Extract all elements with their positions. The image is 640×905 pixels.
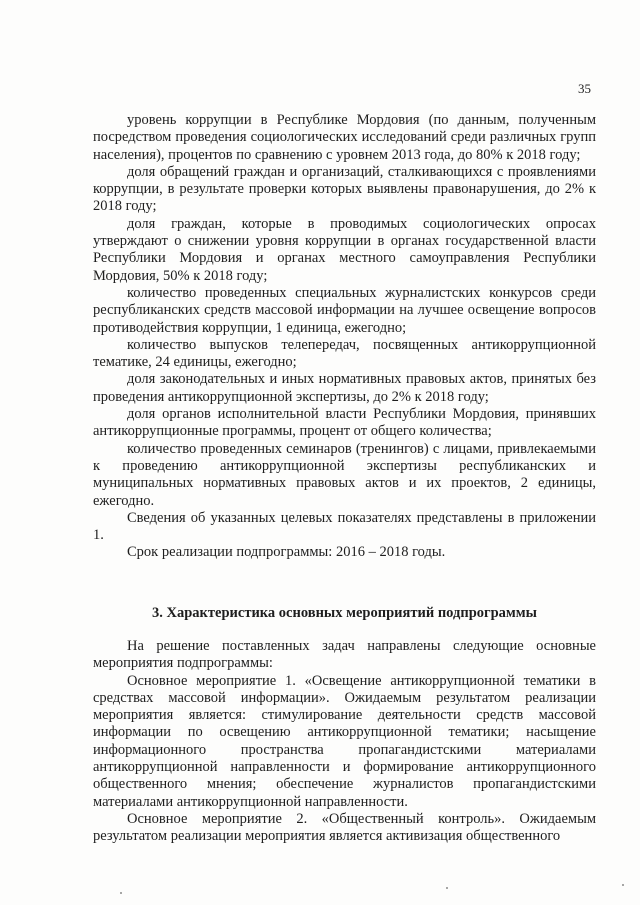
indicators-list: [93, 112, 596, 562]
paragraph: На решение поставленных задач направлены следующие основные мероприятия подпрограммы:: [93, 638, 596, 672]
paragraph: Сведения об указанных целевых показателях представлены в приложении 1.: [93, 509, 596, 544]
measures-section: [93, 638, 596, 846]
page-number: 35: [578, 81, 591, 96]
paragraph: Основное мероприятие 1. «Освещение антикоррупционной тематики в средствах массовой информации». Ожидаемым результатом реализации мероприятия является: стимулирование деятельности средств массовой информации по освещению антикоррупционной тематики; насыщение информационного пространства пропагандистскими материалами антикоррупционной направленности и формирование антикоррупционного общественного мнения; обеспечение журналистов пропагандистскими материалами антикоррупционной направленности.: [93, 672, 596, 810]
paragraph: доля обращений граждан и организаций, сталкивающихся с проявлениями коррупции, в результате проверки которых выявлены правонарушения, до 2% к 2018 году;: [93, 163, 596, 215]
section-heading: 3. Характеристика основных мероприятий подпрограммы: [152, 605, 537, 621]
scan-speck: [446, 887, 448, 889]
paragraph: доля органов исполнительной власти Республики Мордовия, принявших антикоррупционные программы, процент от общего количества;: [93, 406, 596, 440]
paragraph: Основное мероприятие 2. «Общественный контроль». Ожидаемым результатом реализации мероприятия является активизация общественного: [93, 810, 596, 845]
paragraph: Срок реализации подпрограммы: 2016 – 2018 годы.: [127, 544, 446, 561]
scan-speck: [622, 884, 624, 886]
paragraph: количество проведенных семинаров (тренингов) с лицами, привлекаемыми к проведению антикоррупционной экспертизы республиканских и муниципальных нормативных правовых актов и их проектов, 2 единицы, ежегодно.: [93, 440, 596, 509]
paragraph: доля граждан, которые в проводимых социологических опросах утверждают о снижении уровня коррупции в органах государственной власти Республики Мордовия и органах местного самоуправления Республики Мордовия, 50% к 2018 году;: [93, 215, 596, 284]
paragraph: количество выпусков телепередач, посвященных антикоррупционной тематике, 24 единицы, ежегодно;: [93, 336, 596, 371]
scan-speck: [120, 892, 122, 894]
paragraph: доля законодательных и иных нормативных правовых актов, принятых без проведения антикоррупционной экспертизы, до 2% к 2018 году;: [93, 371, 596, 405]
paragraph: уровень коррупции в Республике Мордовия (по данным, полученным посредством проведения социологических исследований среди различных групп населения), процентов по сравнению с уровнем 2013 года, до 80% к 2018 году;: [93, 112, 596, 163]
paragraph: количество проведенных специальных журналистских конкурсов среди республиканских средств массовой информации на лучшее освещение вопросов противодействия коррупции, 1 единица, ежегодно;: [93, 284, 596, 336]
